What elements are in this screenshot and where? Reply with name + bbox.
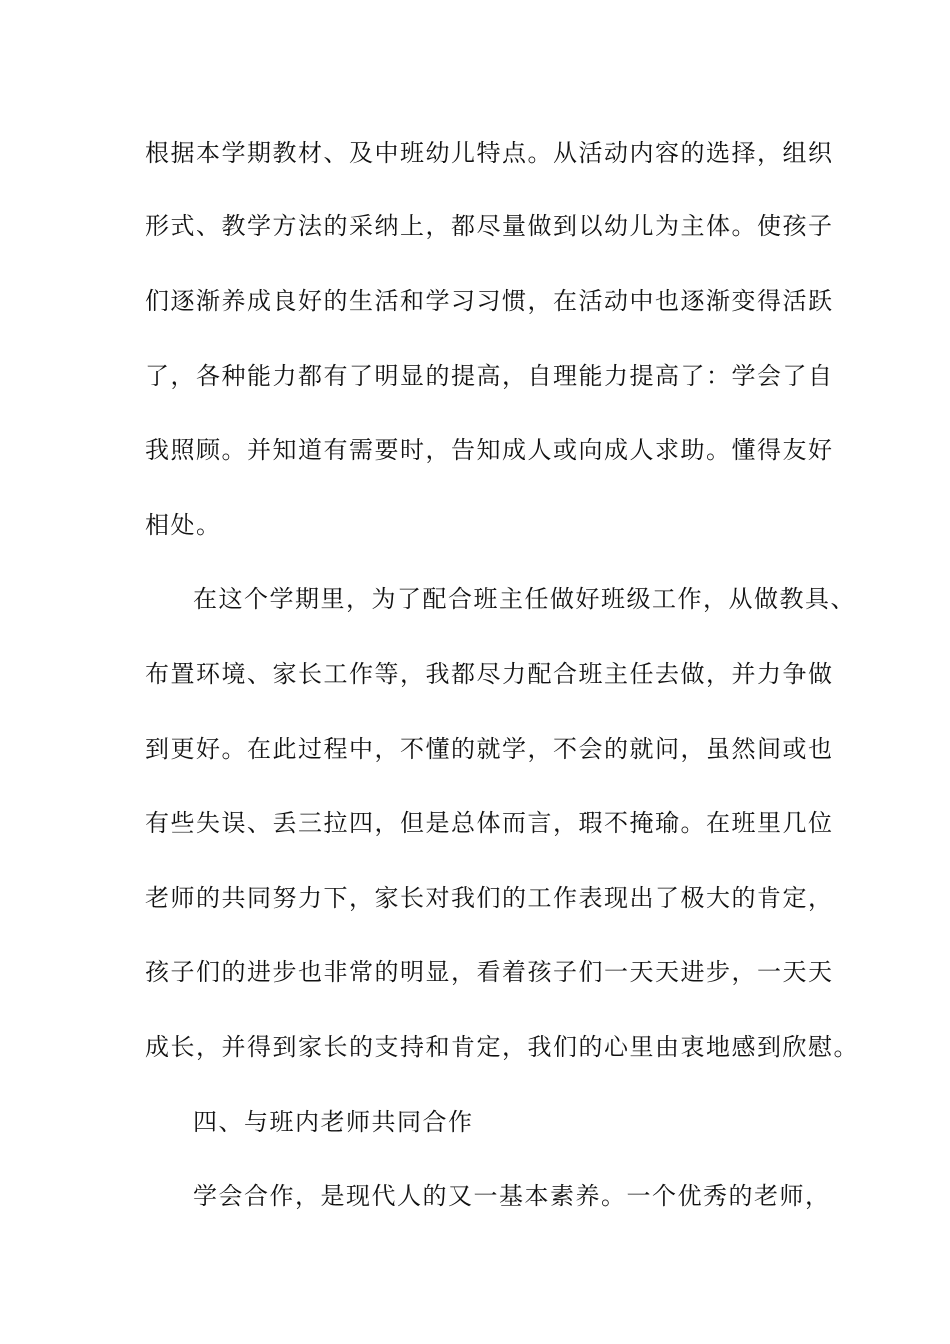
paragraph-line: 根据本学期教材、及中班幼儿特点。从活动内容的选择，组织 xyxy=(145,139,834,167)
paragraph-line: 相处。 xyxy=(145,511,222,539)
paragraph-line: 孩子们的进步也非常的明显，看着孩子们一天天进步，一天天 xyxy=(145,958,834,986)
paragraph-line: 成长，并得到家长的支持和肯定，我们的心里由衷地感到欣慰。 xyxy=(145,1033,859,1061)
paragraph-line: 了，各种能力都有了明显的提高，自理能力提高了：学会了自 xyxy=(145,362,834,390)
paragraph-line: 形式、教学方法的采纳上，都尽量做到以幼儿为主体。使孩子 xyxy=(145,212,834,240)
paragraph-line: 到更好。在此过程中，不懂的就学，不会的就问，虽然间或也 xyxy=(145,735,834,763)
paragraph-line: 在这个学期里，为了配合班主任做好班级工作，从做教具、 xyxy=(193,585,856,613)
section-heading: 四、与班内老师共同合作 xyxy=(193,1108,474,1136)
paragraph-line: 们逐渐养成良好的生活和学习习惯，在活动中也逐渐变得活跃 xyxy=(145,287,834,315)
paragraph-line: 学会合作，是现代人的又一基本素养。一个优秀的老师， xyxy=(193,1182,831,1210)
paragraph-line: 布置环境、家长工作等，我都尽力配合班主任去做，并力争做 xyxy=(145,660,834,688)
paragraph-line: 我照顾。并知道有需要时，告知成人或向成人求助。懂得友好 xyxy=(145,436,834,464)
paragraph-line: 有些失误、丢三拉四，但是总体而言，瑕不掩瑜。在班里几位 xyxy=(145,809,834,837)
paragraph-line: 老师的共同努力下，家长对我们的工作表现出了极大的肯定， xyxy=(145,884,834,912)
